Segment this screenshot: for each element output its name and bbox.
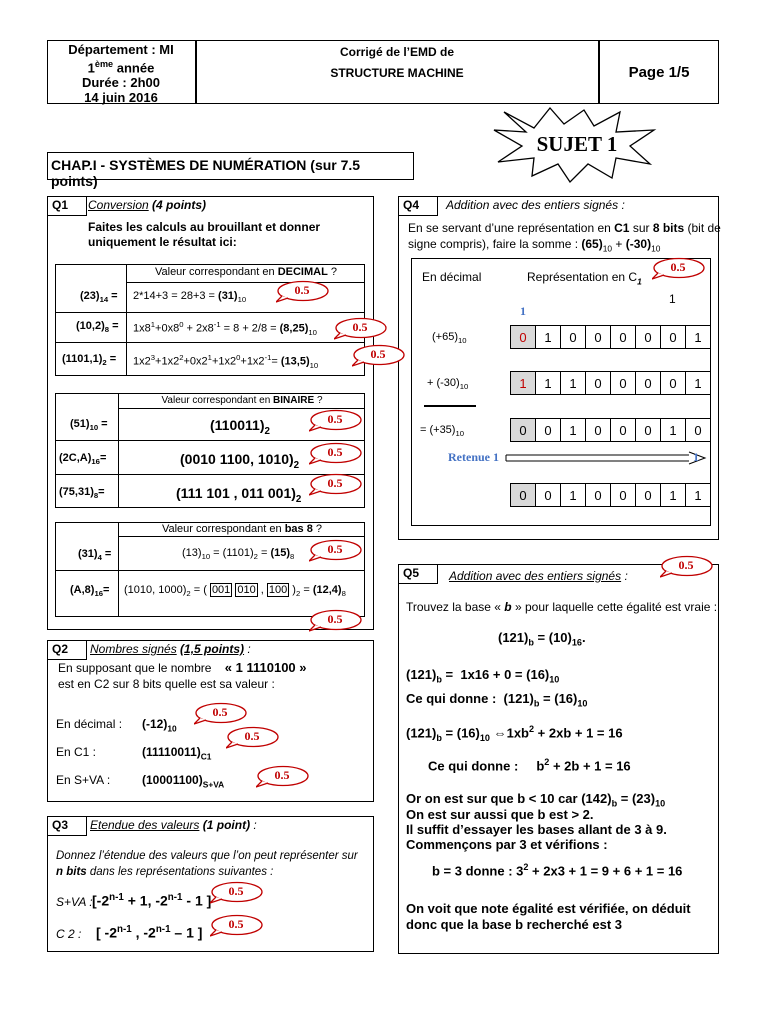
bit-cell: 0 [611, 326, 636, 349]
grade-bubble [210, 881, 270, 905]
q5-label: Q5 [398, 564, 438, 584]
title-line-2: STRUCTURE MACHINE [330, 66, 464, 80]
bit-cell: 0 [511, 326, 536, 349]
q4-sum-line [424, 405, 476, 407]
q2-line2: est en C2 sur 8 bits quelle est sa valeur : [58, 677, 275, 691]
grade-text: 0.5 [212, 705, 228, 719]
q1-instructions: Faites les calculs au brouillant et donner uniquement le résultat ici: [88, 220, 321, 249]
header-left [48, 42, 194, 105]
q4-text2: signe compris), faire la somme : $(65)_{10} + (-30)_{10}$ [408, 237, 661, 254]
bit-cell: 0 [636, 372, 661, 395]
bit-cell: 0 [686, 419, 711, 442]
q5-step3: $(121)_b = (16)_{10}$ $\Leftrightarrow 1xb^2 + 2xb + 1 = 16$ [406, 724, 623, 743]
q2-label: Q2 [47, 640, 87, 660]
grade-text: 0.5 [670, 260, 686, 274]
divider [55, 312, 365, 313]
grade-text: 0.5 [274, 768, 290, 782]
q5-step2: Ce qui donne : $(121)_b = (16)_{10}$ [406, 691, 588, 709]
bit-cell: 1 [536, 326, 561, 349]
stamp-text: SUJET 1 [536, 132, 618, 156]
bit-cell: 1 [661, 484, 686, 507]
bit-cell: 1 [686, 326, 711, 349]
row-value: $1x8^1+0x8^0 + 2x8^{-1} = 8 + 2/8 = (8,25)_{10}$ [133, 320, 317, 337]
row-value: $(110011)_2$ [210, 417, 270, 437]
row-value: $(13)_{10} = (1101)_2 = (15)_8$ [182, 547, 295, 562]
page-number: Page 1/5 [628, 64, 690, 81]
grade-text: 0.5 [327, 612, 343, 626]
q4-row3-bits [510, 418, 711, 442]
grade-text: 0.5 [244, 729, 260, 743]
bit-cell: 1 [686, 484, 711, 507]
q5-step1: $(121)_b = 1x16 + 0 = (16)_{10}$ [406, 667, 560, 685]
year: 1ème année [87, 59, 155, 76]
divider [118, 393, 119, 508]
q2-sva-value: $(10001100)_{S+VA}$ [142, 773, 225, 790]
q5-intro: Trouvez la base « b » pour laquelle cette égalité est vraie : [406, 600, 718, 614]
grade-bubble [309, 442, 369, 466]
q5-or: Or on est sur que b < 10 car $(142)_b = (23)_{10}$ [406, 791, 666, 809]
binary-header: Valeur correspondant en BINAIRE ? [161, 395, 323, 406]
grade-text: 0.5 [327, 542, 343, 556]
bit-cell: 1 [561, 419, 586, 442]
bit-cell: 1 [536, 372, 561, 395]
q5-sure: On est sur aussi que b est > 2. [406, 807, 594, 822]
row-label: $(1101,1)_2$ = [62, 353, 117, 368]
q5-commencons: Commençons par 3 et vérifions : [406, 837, 608, 852]
bit-cell: 0 [661, 372, 686, 395]
grade-bubble [652, 257, 712, 281]
bit-cell: 0 [636, 484, 661, 507]
bit-cell: 0 [661, 326, 686, 349]
row-label: $(23)_{14}$ = [80, 290, 118, 305]
base8-header: Valeur correspondant en bas 8 ? [161, 523, 323, 535]
grade-text: 0.5 [228, 884, 244, 898]
q4-row1-label: $(+65)_{10}$ [432, 331, 467, 346]
grade-bubble [226, 726, 286, 750]
bit-cell: 0 [536, 484, 561, 507]
q5-step4: Ce qui donne : $b^2 + 2b + 1 = 16$ [428, 757, 631, 774]
sujet-stamp [492, 106, 662, 186]
row-label: $(51)_{10}$ = [70, 418, 108, 433]
divider [118, 536, 365, 537]
row-label: $(31)_4$ = [78, 548, 112, 563]
row-value: (1010, $1000)_2$ = ( 001 010 , 100 )$_2 = (12,4)_8$ [124, 584, 346, 599]
q2-decimal-value: $(-12)_{10}$ [142, 717, 177, 734]
bit-cell: 0 [636, 419, 661, 442]
decimal-header: Valeur correspondant en DECIMAL ? [154, 266, 337, 278]
q5-conclusion1: On voit que note égalité est vérifiée, on déduit [406, 901, 691, 916]
row-label: $(2C,A)_{16}=$ [59, 452, 107, 467]
grade-bubble [660, 555, 720, 579]
grade-bubble [309, 609, 369, 633]
q3-heading: Etendue des valeurs (1 point) : [90, 818, 257, 832]
q4-row2-bits [510, 371, 711, 395]
divider [126, 264, 127, 376]
row-value: $2*14+3 = 28+3 = (31)_{10}$ [133, 290, 247, 305]
q3-c2-value: [ -2$^{n-1}$ , -2$^{n-1}$ – 1 ] [96, 924, 203, 941]
q2-sva-label: En S+VA : [56, 773, 111, 787]
title-line-1: Corrigé de l’EMD de [339, 45, 455, 59]
bit-cell: 1 [511, 372, 536, 395]
divider [55, 570, 365, 571]
q4-row1-bits [510, 325, 711, 349]
row-value: (0010 1100, $1010)_2$ [180, 451, 300, 471]
grade-bubble [256, 765, 316, 789]
bit-cell: 1 [686, 372, 711, 395]
grade-bubble [210, 914, 270, 938]
q5-conclusion2: donc que la base b recherché est 3 [406, 917, 623, 932]
q2-c1-value: $(11110011)_{C1}$ [142, 745, 212, 762]
q4-carry-blue: 1 [520, 304, 526, 318]
bit-cell: 0 [586, 484, 611, 507]
bit-cell: 0 [611, 419, 636, 442]
q3-sva-label: S+VA : [56, 895, 93, 909]
bit-cell: 0 [586, 326, 611, 349]
q4-final-bits [510, 483, 711, 507]
grade-bubble [309, 409, 369, 433]
q4-retenue-label: Retenue 1 [448, 450, 499, 464]
grade-text: 0.5 [327, 412, 343, 426]
row-label: $(75,31)_8=$ [59, 486, 105, 501]
q4-row3-label: = $(+35)_{10}$ [420, 424, 465, 439]
divider [55, 440, 365, 441]
q2-c1-label: En C1 : [56, 745, 97, 759]
row-label: $(A,8)_{16}=$ [70, 584, 110, 599]
bit-cell: 0 [586, 419, 611, 442]
grade-bubble [194, 702, 254, 726]
q3-sva-value: [$-2^{n-1} + 1$, -2$^{n-1}$ - 1 ] [92, 892, 212, 909]
bit-cell: 1 [661, 419, 686, 442]
header-title [197, 42, 597, 84]
chapter-title: CHAP.I - SYSTÈMES DE NUMÉRATION (sur 7.5 points) [47, 152, 414, 180]
q4-row2-label: + $(-30)_{10}$ [427, 377, 469, 392]
q5-heading: Addition avec des entiers signés : [449, 569, 628, 583]
q3-instr1: Donnez l’étendue des valeurs que l’on peut représenter sur [56, 850, 358, 862]
q4-heading: Addition avec des entiers signés : [446, 198, 625, 212]
grade-bubble [334, 317, 394, 341]
bit-cell: 0 [611, 484, 636, 507]
q3-label: Q3 [47, 816, 87, 836]
q5-equation: $(121)_b = (10)_{16}$. [498, 630, 586, 648]
grade-text: 0.5 [678, 558, 694, 572]
q4-col-decimal: En décimal [422, 270, 482, 284]
q2-decimal-label: En décimal : [56, 717, 123, 731]
q2-heading: Nombres signés (1,5 points) : [90, 642, 251, 656]
bit-cell: 0 [511, 419, 536, 442]
grade-bubble [309, 539, 369, 563]
exam-date: 14 juin 2016 [84, 90, 158, 106]
bit-cell: 0 [536, 419, 561, 442]
grade-text: 0.5 [327, 476, 343, 490]
grade-bubble [352, 344, 412, 368]
q4-carry-black: 1 [669, 292, 676, 306]
arrow-right-icon [505, 451, 711, 465]
bit-cell: 0 [511, 484, 536, 507]
row-label: $(10,2)_8$ = [76, 320, 119, 335]
q1-label: Q1 [47, 196, 87, 216]
row-value: (111 101 , 011 $001)_2$ [176, 485, 302, 505]
row-value: $1x2^3+1x2^2+0x2^1+1x2^0+1x2^{-1}= (13,5)_{10}$ [133, 353, 319, 370]
q3-c2-label: C 2 : [56, 927, 82, 941]
bit-cell: 1 [561, 484, 586, 507]
grade-bubble [309, 473, 369, 497]
bit-cell: 0 [611, 372, 636, 395]
grade-text: 0.5 [352, 320, 368, 334]
q5-suffit: Il suffit d’essayer les bases allant de 3 à 9. [406, 822, 667, 837]
grade-text: 0.5 [228, 917, 244, 931]
q4-text1: En se servant d’une représentation en C1 sur 8 bits (bit de [408, 221, 721, 235]
grade-text: 0.5 [327, 445, 343, 459]
bit-cell: 0 [561, 326, 586, 349]
grade-text: 0.5 [294, 283, 310, 297]
q5-b3: b = 3 donne : $3^2 + 2x3 + 1 = 9 + 6 + 1 = 16$ [432, 862, 683, 879]
divider [55, 342, 365, 343]
bit-cell: 0 [586, 372, 611, 395]
q4-retenue-value: 1 [693, 450, 699, 464]
grade-bubble [276, 280, 336, 304]
q4-label: Q4 [398, 196, 438, 216]
bit-cell: 0 [636, 326, 661, 349]
q2-line1: En supposant que le nombre « 1 1110100 » [58, 660, 307, 675]
q3-instr2: n bits dans les représentations suivantes : [56, 866, 274, 878]
q4-col-repr: Représentation en $C_1$ [527, 270, 642, 287]
duration: Durée : 2h00 [81, 75, 161, 91]
q1-heading: Conversion (4 points) [88, 198, 207, 212]
department: Département : MI [68, 42, 174, 57]
grade-text: 0.5 [370, 347, 386, 361]
bit-cell: 1 [561, 372, 586, 395]
